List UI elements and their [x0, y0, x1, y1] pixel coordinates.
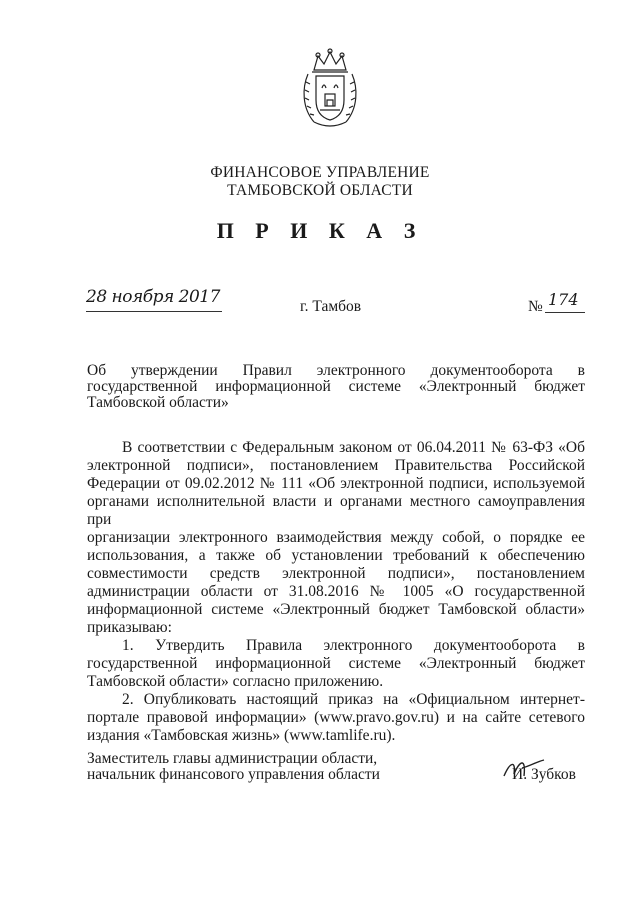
document-body	[87, 439, 585, 745]
body-line: В соответствии с Федеральным законом от 06.04.2011 № 63-ФЗ «Об	[122, 439, 585, 456]
signatory-position-line2: начальник финансового управления области	[87, 766, 380, 783]
body-line: использования, а также об установлении требований к обеспечению	[87, 547, 585, 564]
body-line: приказываю:	[87, 619, 172, 636]
item-1-line: Тамбовской области» согласно приложению.	[87, 673, 384, 690]
body-line: Федерации от 09.02.2012 № 111 «Об электронной подписи, используемой	[87, 475, 585, 492]
item-2-line: 2. Опубликовать настоящий приказ на «Официальном интернет-	[122, 691, 585, 708]
city-name: г. Тамбов	[300, 298, 362, 315]
subject-line: государственной информационной системе «Электронный бюджет	[87, 378, 585, 395]
item-1-line: 1. Утвердить Правила электронного документооборота в	[122, 637, 585, 654]
coat-of-arms-icon	[300, 48, 360, 130]
handwritten-date: 28 ноября 2017	[86, 287, 220, 307]
number-label: №	[528, 298, 543, 315]
signatory-position-line1: Заместитель главы администрации области,	[87, 750, 378, 767]
body-line: информационной системе «Электронный бюджет Тамбовской области»	[87, 601, 585, 618]
handwritten-number: 174	[548, 290, 579, 309]
organization-name-line2: ТАМБОВСКОЙ ОБЛАСТИ	[227, 182, 413, 199]
subject-line: Тамбовской области»	[87, 394, 229, 411]
body-line: совместимости средств электронной подписи», постановлением	[87, 565, 585, 582]
document-subject	[87, 363, 585, 411]
item-2-line: портале правовой информации» (www.pravo.gov.ru) и на сайте сетевого	[87, 709, 585, 726]
item-1-line: государственной информационной системе «Электронный бюджет	[87, 655, 585, 672]
body-line: администрации области от 31.08.2016 № 1005 «О государственной	[87, 583, 585, 600]
body-line: организации электронного взаимодействия между собой, о порядке ее	[87, 529, 585, 546]
body-line: органами исполнительной власти и органами местного самоуправления при	[87, 493, 585, 528]
document-type-title: П Р И К А З	[216, 218, 424, 243]
number-underline	[545, 312, 585, 313]
subject-line: Об утверждении Правил электронного документооборота в	[87, 362, 585, 379]
item-2-line: издания «Тамбовская жизнь» (www.tamlife.ru).	[87, 727, 396, 744]
body-line: электронной подписи», постановлением Правительства Российской	[87, 457, 585, 474]
date-underline	[86, 311, 222, 312]
signatory-position	[87, 751, 380, 783]
organization-name-line1: ФИНАНСОВОЕ УПРАВЛЕНИЕ	[210, 164, 430, 181]
signatory-name: И. Зубков	[512, 766, 576, 783]
